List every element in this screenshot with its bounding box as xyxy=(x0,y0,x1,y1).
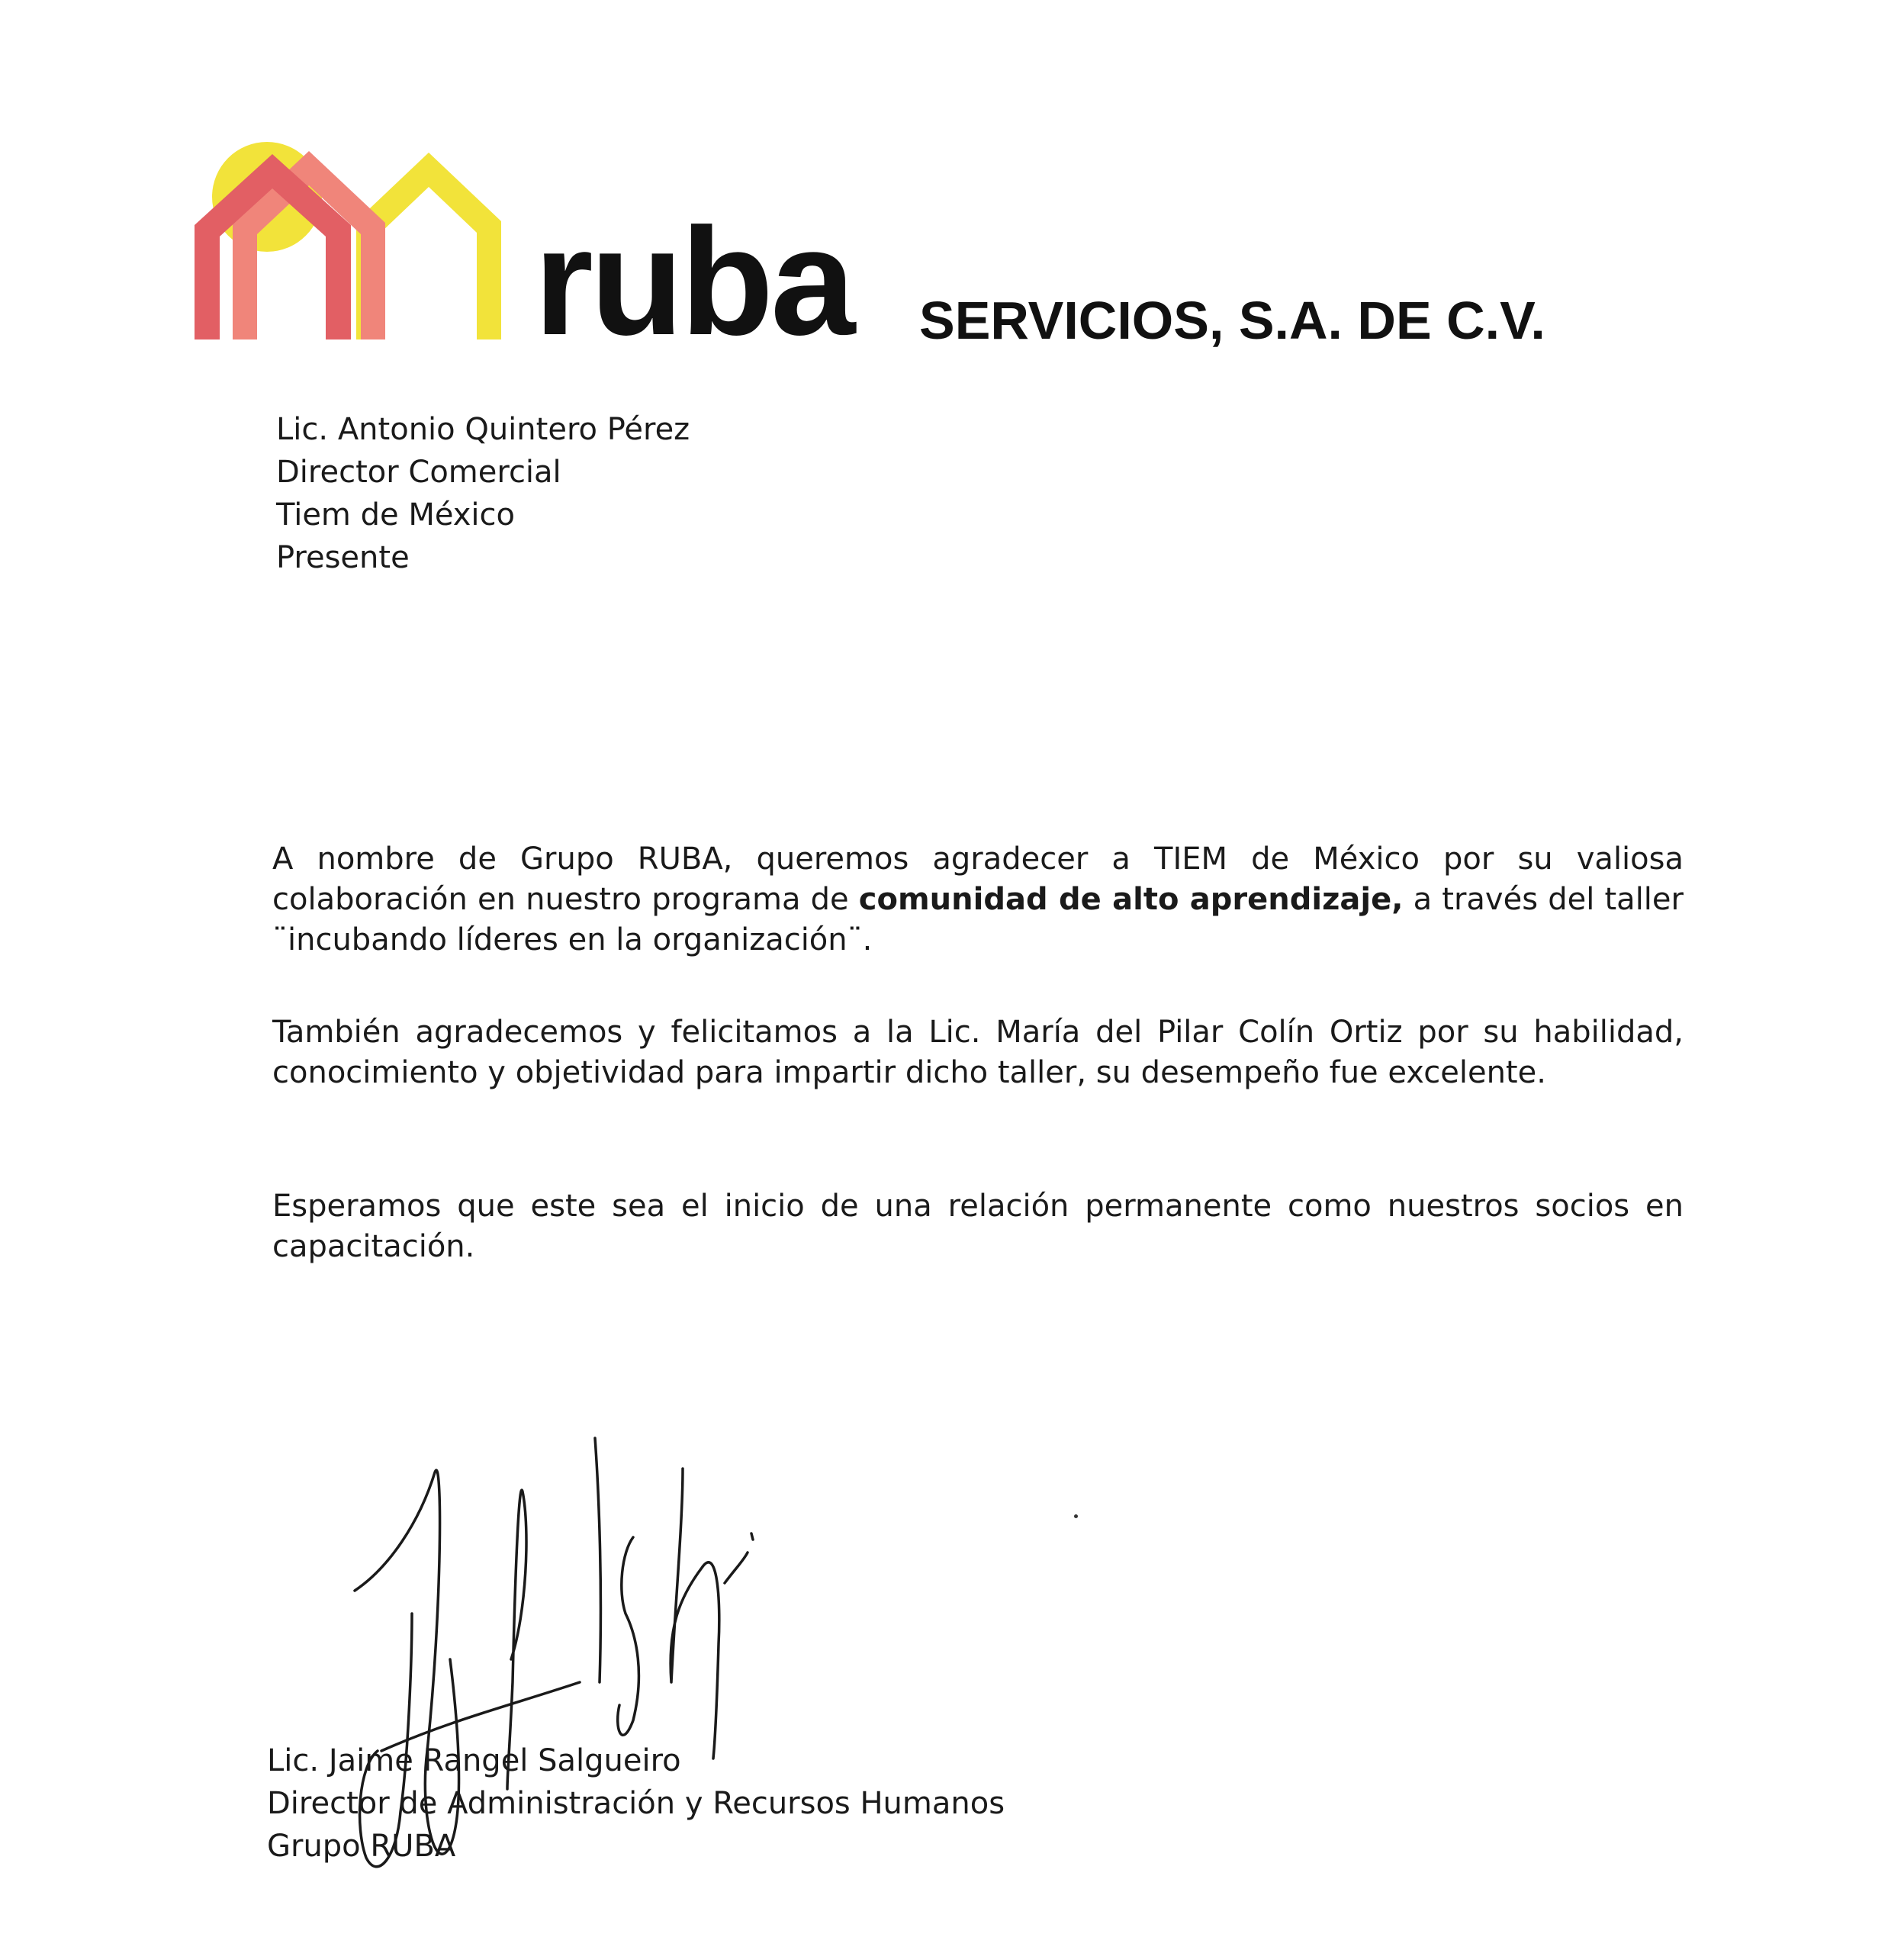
paragraph-closing: Esperamos que este sea el inicio de una relación permanente como nuestros socios en capacitación. xyxy=(272,1189,1684,1264)
recipient-company: Tiem de México xyxy=(276,497,515,533)
brand-wordmark: ruba xyxy=(534,197,853,367)
company-name: SERVICIOS, S.A. DE C.V. xyxy=(919,291,1545,350)
scan-speck xyxy=(1074,1514,1078,1518)
signer-title: Director de Administración y Recursos Humanos xyxy=(267,1786,1005,1821)
letter-body xyxy=(272,839,1684,1267)
recipient-block xyxy=(276,408,690,579)
ruba-house-logo-icon xyxy=(195,137,519,343)
signer-block xyxy=(267,1739,1005,1868)
recipient-name: Lic. Antonio Quintero Pérez xyxy=(276,412,690,447)
program-name: comunidad de alto aprendizaje, xyxy=(858,882,1404,917)
signer-name: Lic. Jaime Rangel Salgueiro xyxy=(267,1743,681,1778)
signer-company: Grupo RUBA xyxy=(267,1829,456,1864)
paragraph-text: a través del taller ¨incubando líderes en la organización¨. xyxy=(272,882,1684,957)
paragraph-text: A nombre de Grupo RUBA, queremos agradecer a TIEM de México por su valiosa colaboración en nuestro programa de xyxy=(272,841,1684,917)
paragraph-gratitude xyxy=(272,839,1684,961)
salutation: Presente xyxy=(276,540,410,575)
paragraph-congratulations: También agradecemos y felicitamos a la Lic. María del Pilar Colín Ortiz por su habilidad, conocimiento y objetividad para impartir dicho taller, su desempeño fue excelente. xyxy=(272,1015,1684,1090)
recipient-title: Director Comercial xyxy=(276,455,561,490)
